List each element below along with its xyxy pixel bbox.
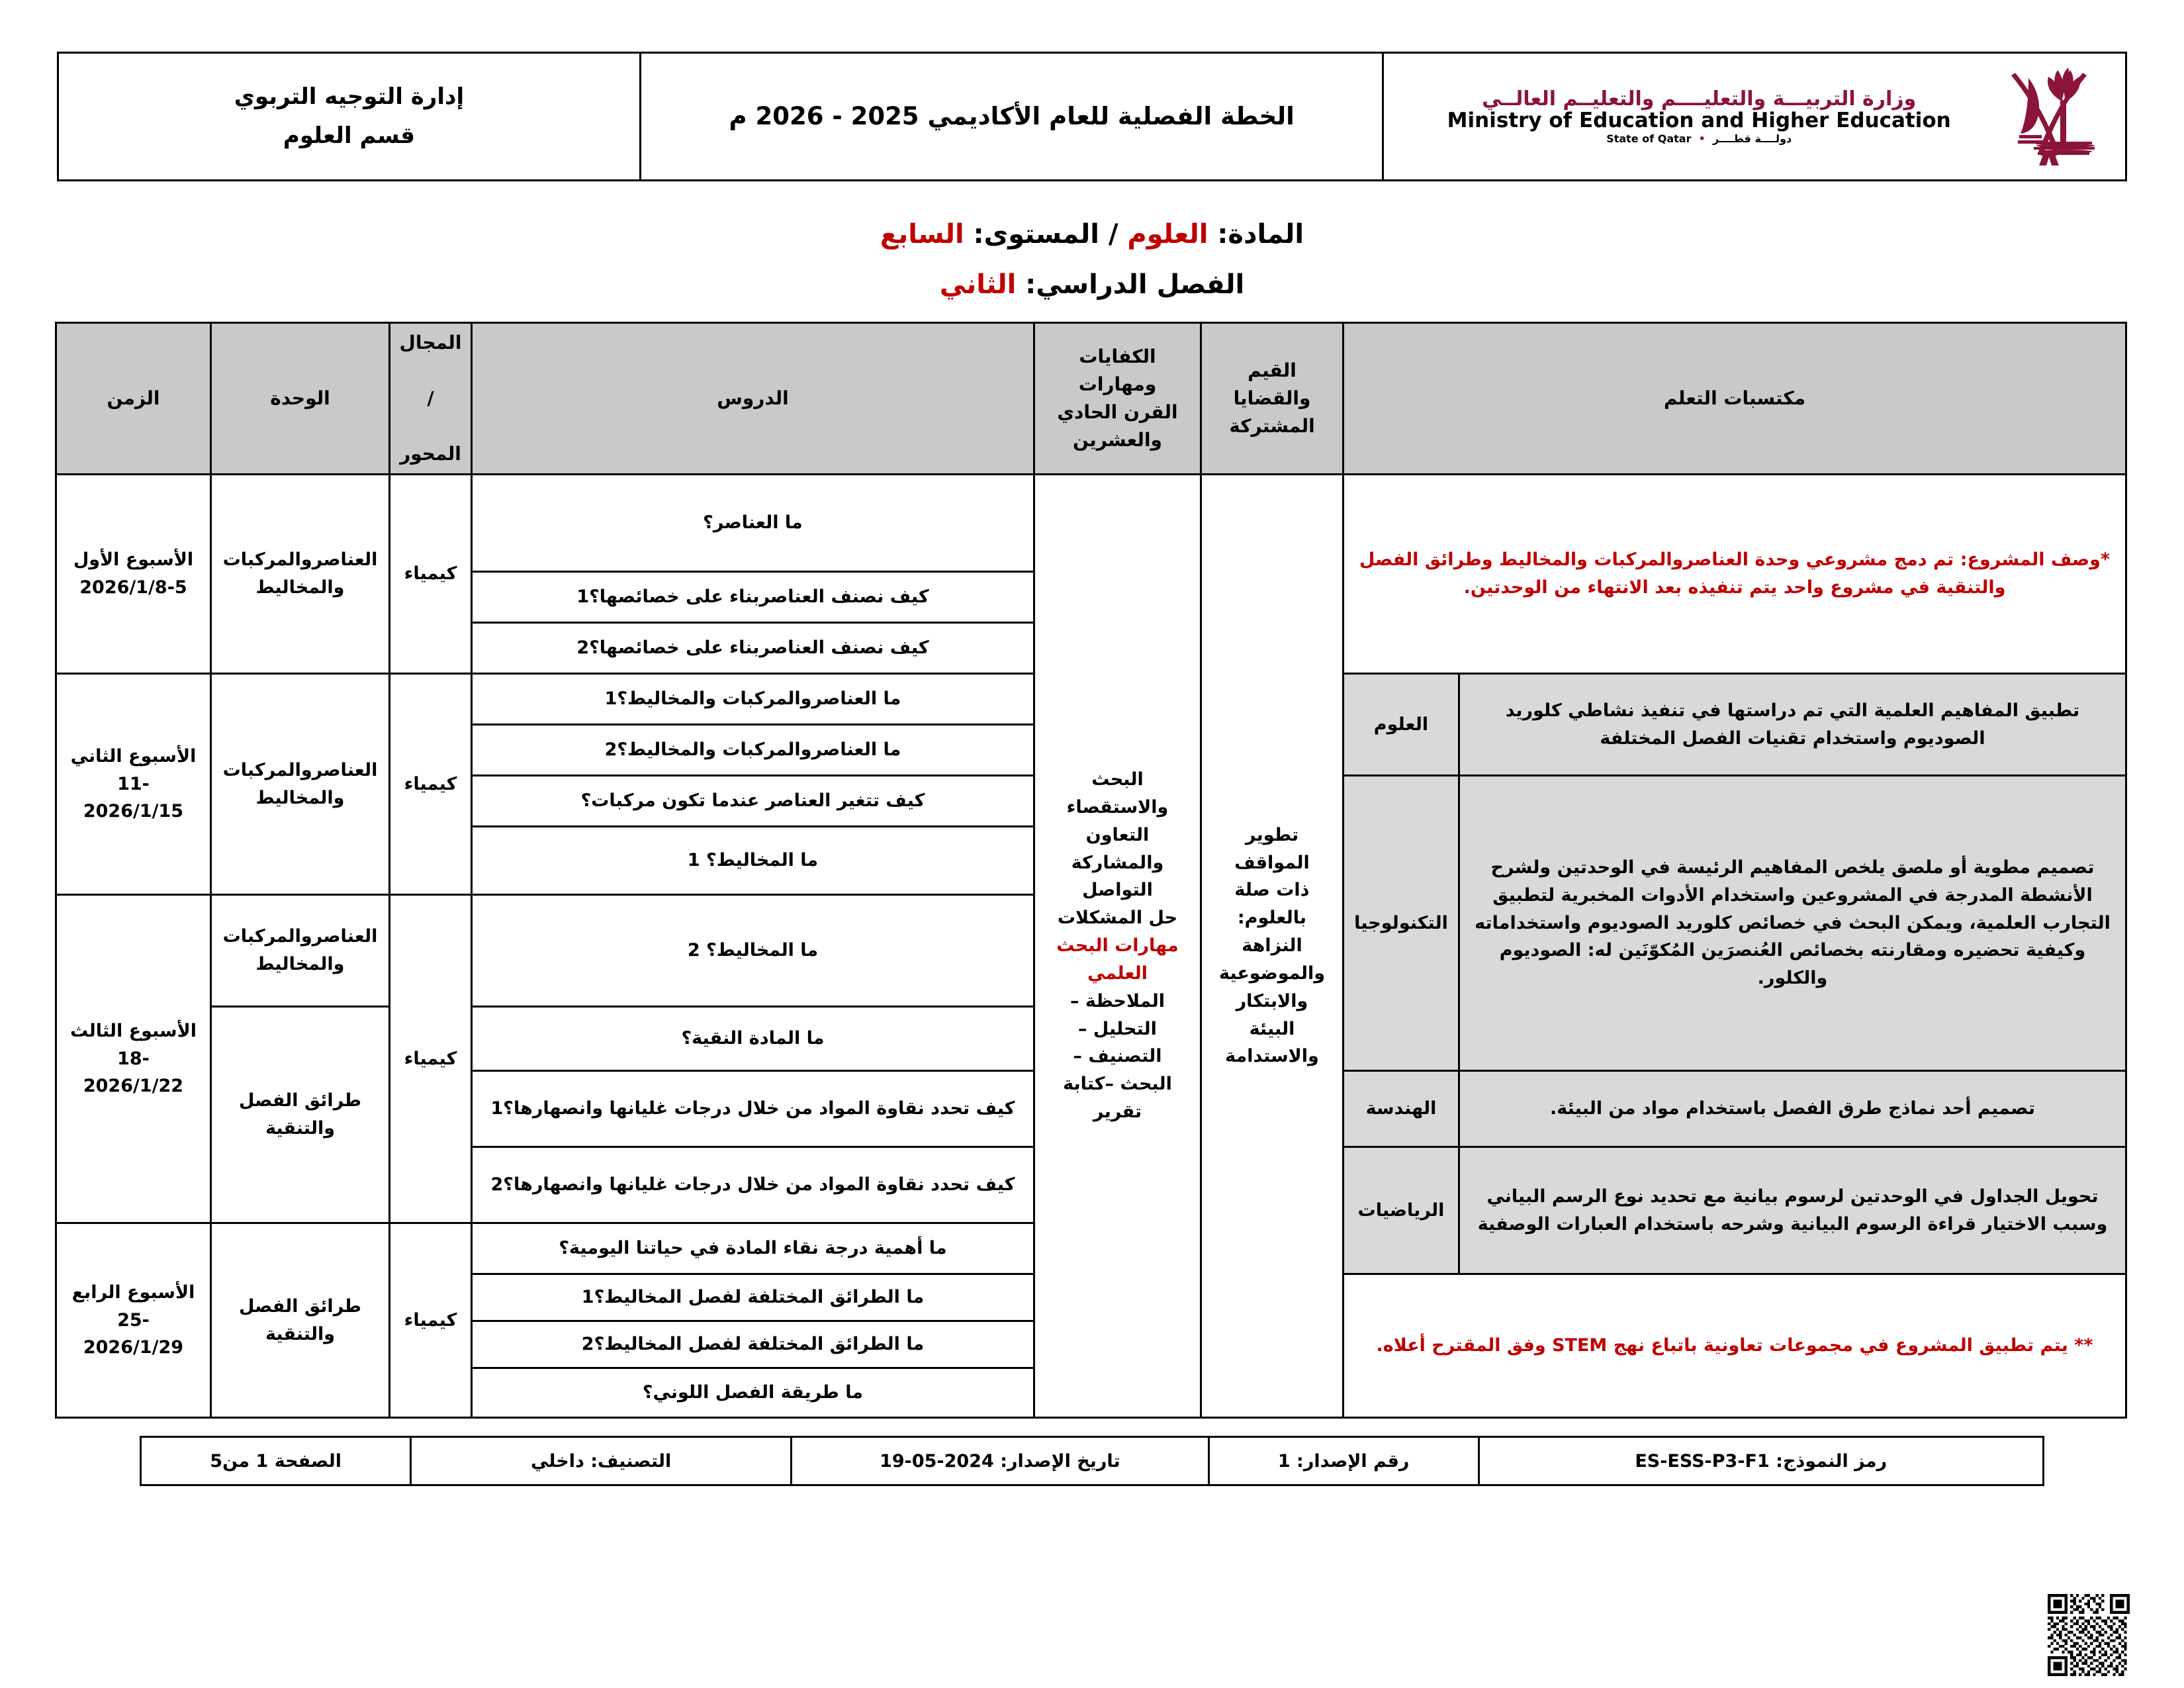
- qiyam-line: بالعلوم:: [1237, 908, 1307, 929]
- subject-block: [57, 209, 2127, 310]
- majal-l1: المجال: [399, 332, 462, 353]
- stem-text-science: تطبيق المفاهيم العلمية التي تم دراستها في تنفيذ نشاطي كلوريد الصوديوم واستخدام تقنيات الفصل المختلفة: [1459, 674, 2126, 776]
- footer-issue-date: [792, 1437, 1209, 1485]
- week-dates-b: 2026/1/22: [83, 1076, 184, 1097]
- version-label: رقم الإصدار:: [1290, 1450, 1410, 1472]
- document-header: [57, 52, 2127, 181]
- header-qiyam: [1201, 323, 1343, 475]
- stem-label-math: الرياضيات: [1343, 1147, 1459, 1274]
- stem-label-engineering: الهندسة: [1343, 1071, 1459, 1147]
- kifayat-l2: القرن الحادي: [1057, 401, 1178, 423]
- subject-prefix: المادة:: [1208, 219, 1304, 250]
- lesson-cell: كيف تتغير العناصر عندما تكون مركبات؟: [471, 776, 1034, 827]
- majal-l3: المحور: [400, 443, 461, 465]
- kifayat-red-heading: مهارات البحث العلمي: [1056, 935, 1179, 984]
- header-zaman: الزمن: [56, 323, 210, 475]
- footer-page-number: الصفحة 1 من5: [141, 1437, 411, 1485]
- lesson-cell: ما الطرائق المختلفة لفصل المخاليط؟2: [471, 1321, 1034, 1368]
- form-code-value: ES-ESS-P3-F1: [1635, 1450, 1770, 1472]
- unit-l2: والتنقية: [265, 1323, 335, 1344]
- lesson-cell: كيف نصنف العناصربناء على خصائصها؟2: [471, 623, 1034, 674]
- majal-cell: كيمياء: [389, 895, 471, 1223]
- qiyam-line: ذات صلة: [1234, 880, 1310, 901]
- stem-text-engineering: تصميم أحد نماذج طرق الفصل باستخدام مواد من البيئة.: [1459, 1071, 2126, 1147]
- lesson-cell: ما الطرائق المختلفة لفصل المخاليط؟1: [471, 1274, 1034, 1321]
- issue-date-label: تاريخ الإصدار:: [993, 1450, 1120, 1472]
- kifayat-item: التواصل: [1082, 880, 1153, 901]
- qiyam-cell: [1201, 475, 1343, 1418]
- week-cell: [56, 475, 210, 674]
- week-cell: [56, 1223, 210, 1418]
- week-dates-b: 2026/1/15: [83, 801, 184, 822]
- unit-l1: طرائق الفصل: [239, 1295, 361, 1317]
- lesson-cell: ما المخاليط؟ 1: [471, 827, 1034, 895]
- qiyam-line: تطوير: [1245, 824, 1299, 845]
- state-of-qatar-label: [1410, 133, 1987, 145]
- lesson-cell: ما المادة النقية؟: [471, 1007, 1034, 1071]
- qiyam-line: المواقف: [1234, 852, 1310, 873]
- qiyam-l1: القيم: [1248, 359, 1297, 381]
- stem-text-technology: تصميم مطوية أو ملصق يلخص المفاهيم الرئيسة في الوحدتين ولشرح الأنشطة المدرجة في المشروعين واستخدام الأدوات المخبرية لتطبيق التجارب العلمية، ويمكن البحث في خصائص كلوريد الصوديوم واستخداماته وكيفية تحضيره ومقارنته بخصائص العُنصرَين المُكوّنَين له: الصوديوم والكلور.: [1459, 776, 2126, 1071]
- qr-code-icon: [2048, 1594, 2130, 1676]
- term-line: [57, 259, 2127, 310]
- majal-cell: كيمياء: [389, 674, 471, 895]
- unit-l2: والمخاليط: [255, 787, 345, 808]
- term-prefix: الفصل الدراسي:: [1016, 269, 1245, 300]
- unit-l1: طرائق الفصل: [239, 1090, 361, 1111]
- week-cell: [56, 895, 210, 1223]
- ministry-name-english: Ministry of Education and Higher Education: [1447, 108, 1951, 132]
- lesson-cell: كيف نصنف العناصربناء على خصائصها؟1: [471, 572, 1034, 623]
- lesson-cell: ما أهمية درجة نقاء المادة في حياتنا اليومية؟: [471, 1223, 1034, 1274]
- header-muktasabat: مكتسبات التعلم: [1343, 323, 2126, 475]
- department-line-2: قسم العلوم: [283, 122, 415, 149]
- unit-l1: العناصروالمركبات: [222, 549, 378, 571]
- stem-label-science: العلوم: [1343, 674, 1459, 776]
- subject-value: العلوم: [1127, 219, 1208, 250]
- week-dates-a: -25: [117, 1309, 150, 1331]
- week-dates-b: 2026/1/29: [83, 1337, 184, 1358]
- version-value: 1: [1277, 1450, 1291, 1472]
- state-en: State of Qatar: [1606, 132, 1692, 145]
- qatar-emblem-icon: [1999, 64, 2099, 169]
- lesson-cell: ما المخاليط؟ 2: [471, 895, 1034, 1007]
- unit-l2: والتنقية: [265, 1118, 335, 1139]
- week-label: الأسبوع الأول: [73, 549, 194, 571]
- department-line-1: إدارة التوجيه التربوي: [234, 83, 465, 110]
- unit-l2: والمخاليط: [255, 577, 345, 598]
- qiyam-line: والموضوعية: [1218, 962, 1326, 984]
- stem-text-math: تحويل الجداول في الوحدتين لرسوم بيانية مع تحديد نوع الرسم البياني وسبب الاختيار قراءة الرسوم البيانية وشرحه باستخدام العبارات الوصفية: [1459, 1147, 2126, 1274]
- ministry-name-arabic: وزارة التربيـــة والتعليــــم والتعليــم العالــي: [1482, 87, 1917, 111]
- lesson-cell: ما العناصروالمركبات والمخاليط؟2: [471, 725, 1034, 776]
- document-footer: [140, 1436, 2044, 1486]
- majal-cell: كيمياء: [389, 1223, 471, 1418]
- qiyam-l3: المشتركة: [1229, 415, 1315, 437]
- form-code-label: رمز النموذج:: [1769, 1450, 1888, 1472]
- plan-title-cell: [640, 53, 1383, 181]
- header-kifayat: [1034, 323, 1201, 475]
- kifayat-l1: الكفايات ومهارات: [1078, 346, 1157, 395]
- lesson-cell: ما العناصروالمركبات والمخاليط؟1: [471, 674, 1034, 725]
- week-label: الأسبوع الثاني: [70, 745, 197, 767]
- week-dates-a: -11: [117, 773, 150, 794]
- header-wehda: الوحدة: [210, 323, 389, 475]
- unit-cell: [210, 1223, 389, 1418]
- week-label: الأسبوع الثالث: [69, 1020, 197, 1041]
- week-dates: 2026/1/8-5: [79, 577, 187, 598]
- lesson-cell: ما طريقة الفصل اللوني؟: [471, 1368, 1034, 1418]
- ministry-logo-cell: [1383, 53, 2126, 181]
- unit-cell: [210, 895, 389, 1007]
- header-majal: [389, 323, 471, 475]
- department-cell: [58, 53, 641, 181]
- footer-version: [1208, 1437, 1479, 1485]
- kifayat-l3: والعشرين: [1073, 429, 1162, 451]
- week-dates-a: -18: [117, 1048, 150, 1069]
- state-ar: دولــــة قطــــر: [1713, 132, 1792, 145]
- ministry-logo-text: [1410, 88, 1987, 144]
- majal-l2: /: [427, 387, 434, 409]
- kifayat-item: التعاون والمشاركة: [1071, 824, 1164, 873]
- qiyam-line: والابتكار: [1236, 990, 1308, 1011]
- lesson-cell: كيف تحدد نقاوة المواد من خلال درجات غليانها وانصهارها؟2: [471, 1147, 1034, 1223]
- unit-cell: [210, 1007, 389, 1223]
- issue-date-value: 19-05-2024: [880, 1450, 994, 1472]
- unit-cell: [210, 475, 389, 674]
- table-header-row: [56, 323, 2126, 475]
- subject-level-line: [57, 209, 2127, 259]
- plan-title: الخطة الفصلية للعام الأكاديمي 2025 - 2026 م: [729, 102, 1295, 131]
- qiyam-line: البيئة: [1249, 1018, 1295, 1039]
- kifayat-tail: التحليل –: [1078, 1018, 1157, 1039]
- project-note-bottom: ** يتم تطبيق المشروع في مجموعات تعاونية باتباع نهج STEM وفق المقترح أعلاه.: [1343, 1274, 2126, 1418]
- kifayat-cell: [1034, 475, 1201, 1418]
- table-row: [56, 475, 2126, 572]
- level-value: السابع: [880, 219, 964, 250]
- kifayat-tail: البحث –كتابة: [1063, 1074, 1172, 1095]
- unit-l2: والمخاليط: [255, 954, 345, 974]
- kifayat-tail: تقرير: [1093, 1102, 1142, 1123]
- kifayat-item: البحث والاستقصاء: [1066, 769, 1169, 818]
- level-prefix: / المستوى:: [964, 219, 1128, 250]
- project-note-top: *وصف المشروع: تم دمج مشروعي وحدة العناصروالمركبات والمخاليط وطرائق الفصل والتنقية في مشروع واحد يتم تنفيذه بعد الانتهاء من الوحدتين.: [1343, 475, 2126, 674]
- header-dros: الدروس: [471, 323, 1034, 475]
- unit-cell: [210, 674, 389, 895]
- qiyam-line: النزاهة: [1242, 935, 1302, 957]
- kifayat-tail: التصنيف –: [1073, 1046, 1162, 1067]
- stem-label-technology: التكنولوجيا: [1343, 776, 1459, 1071]
- logo-dot-icon: •: [1695, 132, 1709, 145]
- footer-classification: التصنيف: داخلي: [411, 1437, 792, 1485]
- unit-l1: العناصروالمركبات: [222, 759, 378, 780]
- ministry-logo: [1393, 64, 2116, 169]
- lesson-cell: كيف تحدد نقاوة المواد من خلال درجات غليانها وانصهارها؟1: [471, 1071, 1034, 1147]
- qiyam-line: والاستدامة: [1225, 1046, 1319, 1067]
- kifayat-tail: الملاحظة –: [1069, 990, 1165, 1011]
- kifayat-item: حل المشكلات: [1057, 908, 1178, 929]
- lesson-cell: ما العناصر؟: [471, 475, 1034, 572]
- qiyam-l2: والقضايا: [1233, 387, 1311, 409]
- footer-form-code: [1479, 1437, 2043, 1485]
- majal-cell: كيمياء: [389, 475, 471, 674]
- plan-table: [55, 322, 2127, 1419]
- week-cell: [56, 674, 210, 895]
- term-value: الثاني: [939, 269, 1017, 300]
- week-label: الأسبوع الرابع: [71, 1282, 195, 1303]
- unit-l1: العناصروالمركبات: [222, 926, 378, 947]
